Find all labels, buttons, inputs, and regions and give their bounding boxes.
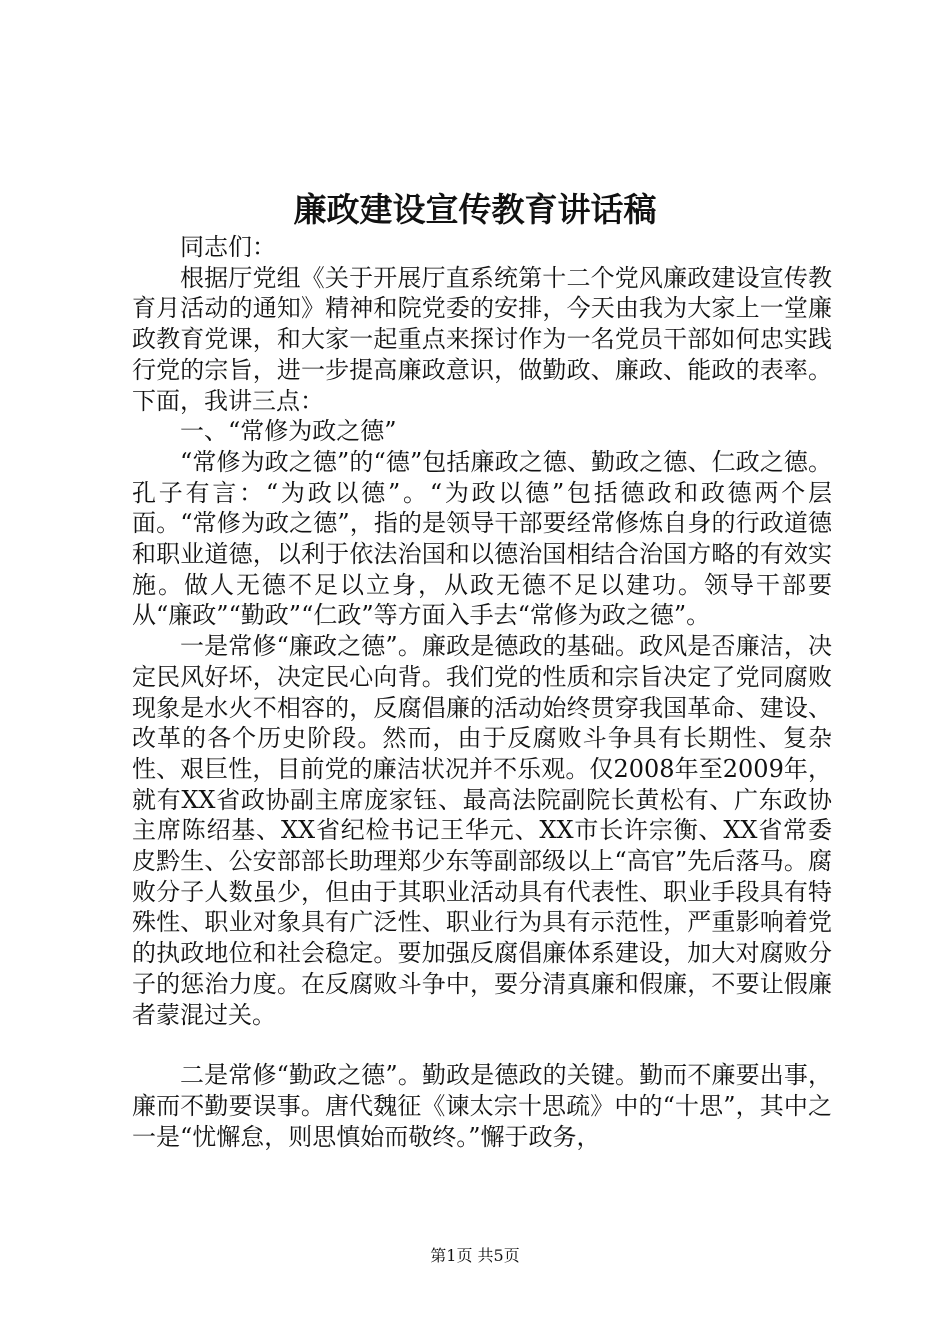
- section-heading: 一、“常修为政之德”: [180, 417, 397, 446]
- document-title: 廉政建设宣传教育讲话稿: [293, 190, 657, 229]
- page-number-footer: 第1页 共5页: [430, 1246, 520, 1265]
- intro-paragraph: 根据厅党组《关于开展厅直系统第十二个党风廉政建设宣传教育月活动的通知》精神和院党委的安排，今天由我为大家上一堂廉政教育党课，和大家一起重点来探讨作为一名党员干部如何忠实践行党的宗旨，进一步提高廉政意识，做勤政、廉政、能政的表率。下面，我讲三点：: [132, 263, 832, 415]
- salutation-paragraph: 同志们：: [180, 233, 276, 261]
- body-paragraph: 一是常修“廉政之德”。廉政是德政的基础。政风是否廉洁，决定民风好坏，决定民心向背。我们党的性质和宗旨决定了党同腐败现象是水火不相容的，反腐倡廉的活动始终贯穿我国革命、建设、改革的各个历史阶段。然而，由于反腐败斗争具有长期性、复杂性、艰巨性，目前党的廉洁状况并不乐观。仅2008年至2009年，就有XX省政协副主席庞家钰、最高法院副院长黄松有、广东政协主席陈绍基、XX省纪检书记王华元、XX市长许宗衡、XX省常委皮黔生、公安部部长助理郑少东等副部级以上“高官”先后落马。腐败分子人数虽少，但由于其职业活动具有代表性、职业手段具有特殊性、职业对象具有广泛性、职业行为具有示范性，严重影响着党的执政地位和社会稳定。要加强反腐倡廉体系建设，加大对腐败分子的惩治力度。在反腐败斗争中，要分清真廉和假廉，不要让假廉者蒙混过关。: [132, 632, 832, 1029]
- document-body: [132, 232, 832, 1152]
- body-paragraph: “常修为政之德”的“德”包括廉政之德、勤政之德、仁政之德。孔子有言：“为政以德”。“为政以德”包括德政和政德两个层面。“常修为政之德”，指的是领导干部要经常修炼自身的行政道德和职业道德，以利于依法治国和以德治国相结合治国方略的有效实施。做人无德不足以立身，从政无德不足以建功。领导干部要从“廉政”“勤政”“仁政”等方面入手去“常修为政之德”。: [132, 447, 832, 630]
- body-paragraph: 二是常修“勤政之德”。勤政是德政的关键。勤而不廉要出事，廉而不勤要误事。唐代魏征《谏太宗十思疏》中的“十思”，其中之一是“忧懈怠，则思慎始而敬终。”懈于政务，: [132, 1061, 832, 1151]
